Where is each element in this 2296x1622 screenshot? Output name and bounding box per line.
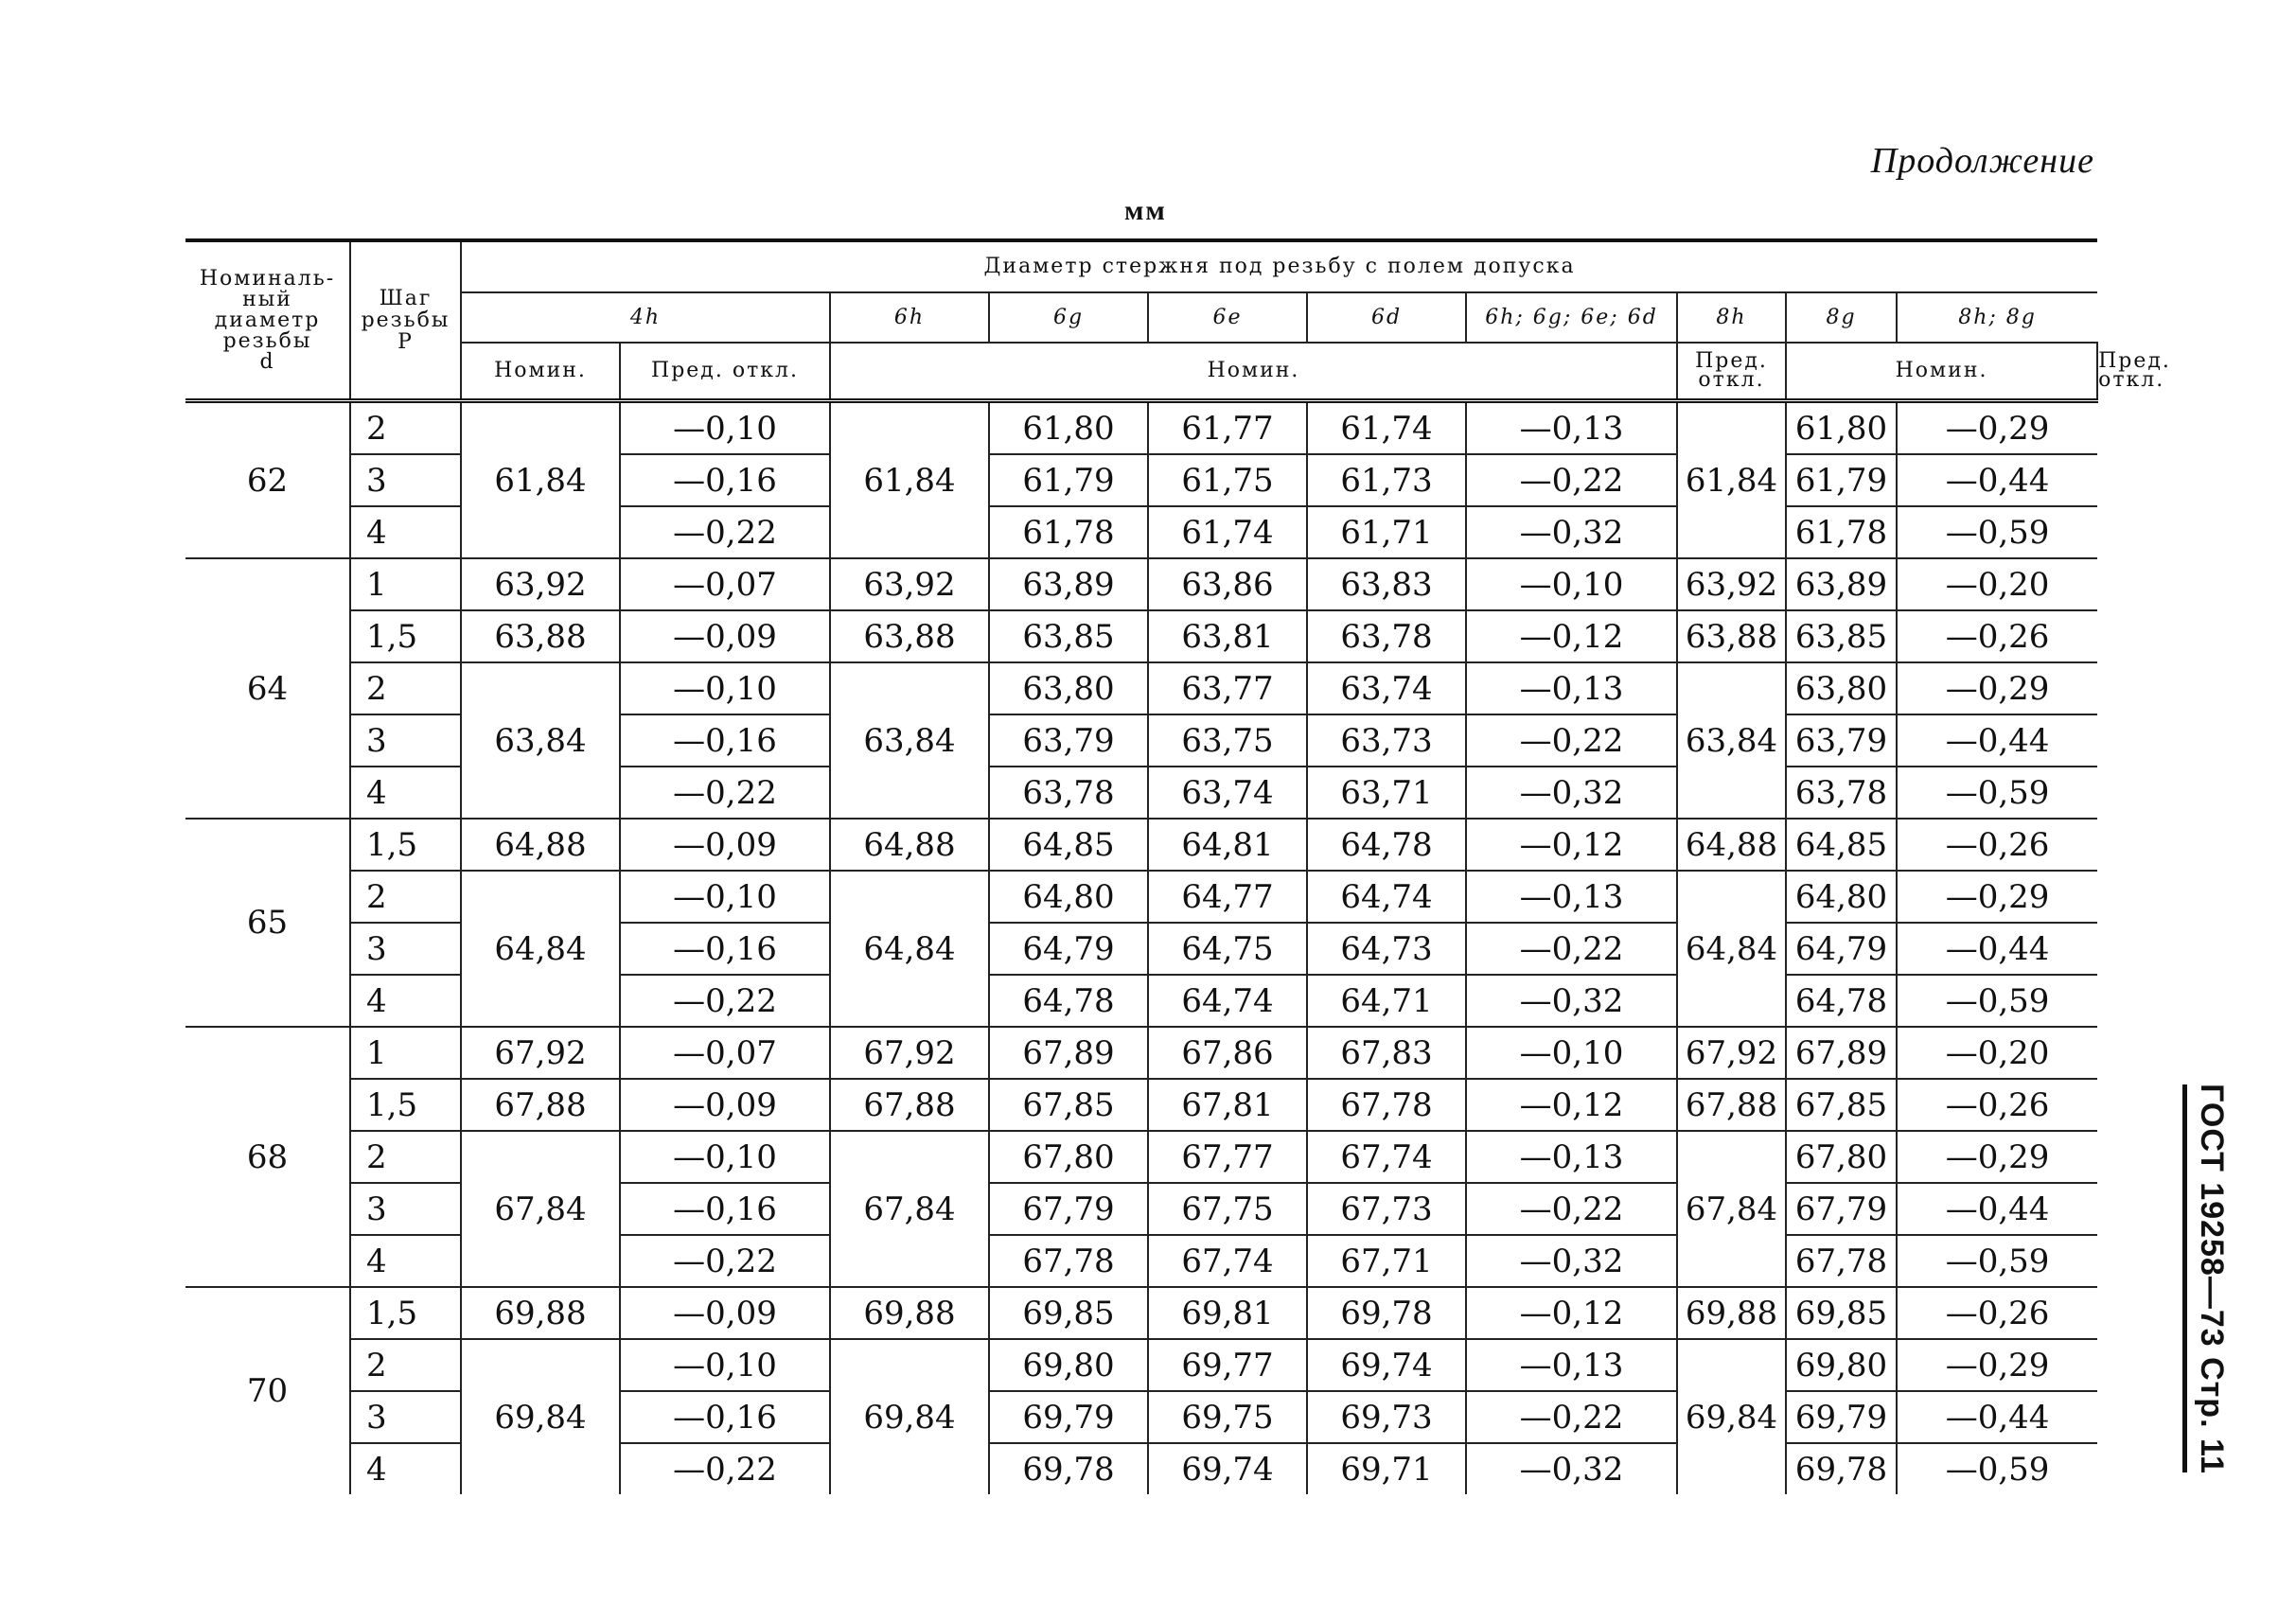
dev-4h-cell: —0,07 [620, 558, 830, 610]
pitch-cell: 2 [350, 401, 461, 455]
nom-6d-cell: 64,71 [1307, 975, 1466, 1027]
dev-4h-cell: —0,16 [620, 1183, 830, 1235]
dev-6-cell: —0,32 [1466, 767, 1677, 819]
dev-4h-cell: —0,22 [620, 975, 830, 1027]
nom-4h-cell: 63,84 [461, 662, 620, 819]
nom-6g-cell: 61,79 [989, 454, 1148, 506]
col-8-all: 8h; 8g [1897, 292, 2097, 343]
dev-4h-cell: —0,22 [620, 1235, 830, 1287]
nom-6e-cell: 63,74 [1148, 767, 1307, 819]
nom-6h-cell: 64,84 [830, 871, 989, 1027]
table-row [185, 1027, 2097, 1079]
dev-6-cell: —0,22 [1466, 714, 1677, 767]
nom-6h-cell: 64,88 [830, 819, 989, 871]
nom-6g-cell: 67,80 [989, 1131, 1148, 1183]
nom-6d-cell: 67,74 [1307, 1131, 1466, 1183]
nom-8h-cell: 69,84 [1677, 1339, 1786, 1494]
table-row [185, 819, 2097, 871]
pitch-cell: 3 [350, 454, 461, 506]
nom-8g-cell: 63,78 [1786, 767, 1897, 819]
nom-8h-cell: 64,88 [1677, 819, 1786, 871]
nom-6g-cell: 64,85 [989, 819, 1148, 871]
dev-6-cell: —0,10 [1466, 558, 1677, 610]
dev-6-cell: —0,32 [1466, 506, 1677, 558]
dev-4h-cell: —0,22 [620, 1443, 830, 1494]
dev-4h-cell: —0,09 [620, 1287, 830, 1339]
nom-8g-cell: 67,79 [1786, 1183, 1897, 1235]
nominal-diameter-header: Номиналь- ный диаметр резьбы d [185, 240, 350, 401]
nom-6e-cell: 64,74 [1148, 975, 1307, 1027]
col-6e: 6e [1148, 292, 1307, 343]
table-row [185, 871, 2097, 923]
nom-6h-cell: 69,88 [830, 1287, 989, 1339]
dev-8-cell: —0,26 [1897, 1287, 2097, 1339]
sub-nom-4h: Номин. [461, 343, 620, 401]
nom-6d-cell: 69,71 [1307, 1443, 1466, 1494]
nom-6d-cell: 67,78 [1307, 1079, 1466, 1131]
pitch-cell: 3 [350, 923, 461, 975]
nom-6g-cell: 61,80 [989, 401, 1148, 455]
sub-nom-8: Номин. [1786, 343, 2097, 401]
pitch-cell: 2 [350, 1339, 461, 1391]
nom-6g-cell: 63,78 [989, 767, 1148, 819]
dev-4h-cell: —0,10 [620, 1131, 830, 1183]
sub-dev-4h: Пред. откл. [620, 343, 830, 401]
nom-4h-cell: 64,88 [461, 819, 620, 871]
pitch-cell: 1 [350, 1027, 461, 1079]
nom-6d-cell: 69,73 [1307, 1391, 1466, 1443]
dev-4h-cell: —0,10 [620, 662, 830, 714]
col-8h: 8h [1677, 292, 1786, 343]
nom-8h-cell: 69,88 [1677, 1287, 1786, 1339]
dev-8-cell: —0,59 [1897, 1235, 2097, 1287]
nom-6d-cell: 61,73 [1307, 454, 1466, 506]
table-row [185, 1287, 2097, 1339]
dev-6-cell: —0,22 [1466, 1183, 1677, 1235]
dev-8-cell: —0,59 [1897, 506, 2097, 558]
pitch-cell: 4 [350, 975, 461, 1027]
dev-4h-cell: —0,22 [620, 767, 830, 819]
dev-8-cell: —0,59 [1897, 767, 2097, 819]
nom-8g-cell: 69,80 [1786, 1339, 1897, 1391]
pitch-cell: 4 [350, 506, 461, 558]
nom-6g-cell: 69,80 [989, 1339, 1148, 1391]
nom-8h-cell: 63,92 [1677, 558, 1786, 610]
nom-6h-cell: 67,88 [830, 1079, 989, 1131]
nom-8g-cell: 64,85 [1786, 819, 1897, 871]
dev-4h-cell: —0,09 [620, 819, 830, 871]
nom-6d-cell: 63,73 [1307, 714, 1466, 767]
pitch-cell: 1,5 [350, 1287, 461, 1339]
nom-8g-cell: 63,85 [1786, 610, 1897, 662]
nom-6h-cell: 67,92 [830, 1027, 989, 1079]
nom-8g-cell: 69,78 [1786, 1443, 1897, 1494]
nom-8h-cell: 63,84 [1677, 662, 1786, 819]
nom-4h-cell: 63,92 [461, 558, 620, 610]
dev-4h-cell: —0,10 [620, 401, 830, 455]
nom-8g-cell: 69,85 [1786, 1287, 1897, 1339]
pitch-cell: 3 [350, 1391, 461, 1443]
nom-6g-cell: 67,78 [989, 1235, 1148, 1287]
table-row [185, 1079, 2097, 1131]
nom-8g-cell: 61,80 [1786, 401, 1897, 455]
pitch-cell: 1,5 [350, 610, 461, 662]
dev-6-cell: —0,12 [1466, 819, 1677, 871]
nom-6g-cell: 63,80 [989, 662, 1148, 714]
pitch-cell: 3 [350, 1183, 461, 1235]
nom-6h-cell: 63,88 [830, 610, 989, 662]
nom-8h-cell: 67,88 [1677, 1079, 1786, 1131]
dev-8-cell: —0,26 [1897, 819, 2097, 871]
nom-6d-cell: 63,78 [1307, 610, 1466, 662]
dev-4h-cell: —0,10 [620, 1339, 830, 1391]
continuation-label: Продолжение [1870, 141, 2094, 181]
nom-8h-cell: 67,92 [1677, 1027, 1786, 1079]
nom-6g-cell: 61,78 [989, 506, 1148, 558]
nominal-diameter-cell: 68 [185, 1027, 350, 1287]
pitch-cell: 4 [350, 1235, 461, 1287]
dev-8-cell: —0,44 [1897, 1391, 2097, 1443]
nom-6h-cell: 63,84 [830, 662, 989, 819]
dev-6-cell: —0,13 [1466, 662, 1677, 714]
nom-6g-cell: 63,85 [989, 610, 1148, 662]
nom-6e-cell: 64,81 [1148, 819, 1307, 871]
nom-8h-cell: 63,88 [1677, 610, 1786, 662]
dev-4h-cell: —0,16 [620, 714, 830, 767]
nom-8h-cell: 67,84 [1677, 1131, 1786, 1287]
nom-6d-cell: 69,74 [1307, 1339, 1466, 1391]
nom-6g-cell: 63,79 [989, 714, 1148, 767]
pitch-cell: 1,5 [350, 819, 461, 871]
nominal-diameter-cell: 62 [185, 401, 350, 559]
table-header: Номиналь- ный диаметр резьбы d Шаг резьбы P Диаметр стержня под резьбу с полем допуска 4h 6h 6g 6e 6d 6h; 6g; 6e; 6d 8h 8g 8h; 8g Номин. Пред. откл. Номин. Пред. откл. Номин. Пред. откл. [185, 240, 2097, 401]
nom-8g-cell: 61,79 [1786, 454, 1897, 506]
nom-6e-cell: 69,74 [1148, 1443, 1307, 1494]
nom-6h-cell: 63,92 [830, 558, 989, 610]
nom-4h-cell: 67,92 [461, 1027, 620, 1079]
dev-8-cell: —0,44 [1897, 1183, 2097, 1235]
nom-6g-cell: 67,79 [989, 1183, 1148, 1235]
nom-6e-cell: 64,77 [1148, 871, 1307, 923]
nom-6h-cell: 67,84 [830, 1131, 989, 1287]
nom-8g-cell: 67,85 [1786, 1079, 1897, 1131]
nom-6g-cell: 67,85 [989, 1079, 1148, 1131]
nom-8h-cell: 64,84 [1677, 871, 1786, 1027]
dev-8-cell: —0,26 [1897, 610, 2097, 662]
nom-6h-cell: 61,84 [830, 401, 989, 559]
dev-6-cell: —0,13 [1466, 1131, 1677, 1183]
table-row [185, 1339, 2097, 1391]
nom-6d-cell: 63,83 [1307, 558, 1466, 610]
col-6-all: 6h; 6g; 6e; 6d [1466, 292, 1677, 343]
dev-6-cell: —0,10 [1466, 1027, 1677, 1079]
table-row [185, 610, 2097, 662]
nom-6g-cell: 69,85 [989, 1287, 1148, 1339]
dev-6-cell: —0,13 [1466, 401, 1677, 455]
nom-6d-cell: 67,73 [1307, 1183, 1466, 1235]
pitch-cell: 1 [350, 558, 461, 610]
table-row [185, 662, 2097, 714]
units-label: мм [1124, 195, 1167, 226]
dev-6-cell: —0,22 [1466, 1391, 1677, 1443]
tolerance-group-header: Диаметр стержня под резьбу с полем допуска [461, 240, 2097, 292]
col-6g: 6g [989, 292, 1148, 343]
nom-8g-cell: 67,78 [1786, 1235, 1897, 1287]
nominal-diameter-cell: 64 [185, 558, 350, 819]
nom-8g-cell: 63,80 [1786, 662, 1897, 714]
document-page-number: ГОСТ 19258—73 Стр. 11 [2193, 1083, 2230, 1474]
dev-4h-cell: —0,09 [620, 610, 830, 662]
nom-4h-cell: 64,84 [461, 871, 620, 1027]
dev-6-cell: —0,32 [1466, 1235, 1677, 1287]
dev-4h-cell: —0,16 [620, 1391, 830, 1443]
nom-6d-cell: 61,71 [1307, 506, 1466, 558]
dev-8-cell: —0,29 [1897, 871, 2097, 923]
pitch-cell: 2 [350, 1131, 461, 1183]
nom-6e-cell: 63,75 [1148, 714, 1307, 767]
nom-6d-cell: 64,74 [1307, 871, 1466, 923]
nom-6e-cell: 67,74 [1148, 1235, 1307, 1287]
nom-6d-cell: 63,74 [1307, 662, 1466, 714]
dev-4h-cell: —0,07 [620, 1027, 830, 1079]
thread-diameter-table [185, 238, 2171, 1494]
sub-nom-6: Номин. [830, 343, 1677, 401]
nom-8g-cell: 64,80 [1786, 871, 1897, 923]
nom-6d-cell: 61,74 [1307, 401, 1466, 455]
nom-6e-cell: 69,75 [1148, 1391, 1307, 1443]
nom-8g-cell: 61,78 [1786, 506, 1897, 558]
dev-6-cell: —0,12 [1466, 610, 1677, 662]
nom-6d-cell: 69,78 [1307, 1287, 1466, 1339]
dev-8-cell: —0,20 [1897, 1027, 2097, 1079]
nom-4h-cell: 69,88 [461, 1287, 620, 1339]
nom-6e-cell: 69,81 [1148, 1287, 1307, 1339]
dev-8-cell: —0,59 [1897, 975, 2097, 1027]
dev-6-cell: —0,32 [1466, 1443, 1677, 1494]
pitch-cell: 3 [350, 714, 461, 767]
table-row [185, 558, 2097, 610]
nom-6d-cell: 64,78 [1307, 819, 1466, 871]
dev-6-cell: —0,13 [1466, 1339, 1677, 1391]
dev-4h-cell: —0,10 [620, 871, 830, 923]
dev-8-cell: —0,29 [1897, 662, 2097, 714]
nom-8g-cell: 63,79 [1786, 714, 1897, 767]
table-row [185, 1131, 2097, 1183]
nom-8g-cell: 67,89 [1786, 1027, 1897, 1079]
nom-6e-cell: 67,86 [1148, 1027, 1307, 1079]
nom-6e-cell: 61,74 [1148, 506, 1307, 558]
nom-6e-cell: 63,81 [1148, 610, 1307, 662]
nominal-diameter-cell: 65 [185, 819, 350, 1027]
nom-4h-cell: 67,84 [461, 1131, 620, 1287]
nom-8g-cell: 63,89 [1786, 558, 1897, 610]
table-row [185, 401, 2097, 455]
dev-8-cell: —0,44 [1897, 923, 2097, 975]
pitch-cell: 2 [350, 662, 461, 714]
pitch-cell: 4 [350, 767, 461, 819]
dev-6-cell: —0,12 [1466, 1287, 1677, 1339]
nom-6g-cell: 63,89 [989, 558, 1148, 610]
nom-6h-cell: 69,84 [830, 1339, 989, 1494]
nom-8g-cell: 64,79 [1786, 923, 1897, 975]
nom-6e-cell: 69,77 [1148, 1339, 1307, 1391]
nom-6e-cell: 64,75 [1148, 923, 1307, 975]
dev-4h-cell: —0,16 [620, 454, 830, 506]
nom-6g-cell: 69,79 [989, 1391, 1148, 1443]
nom-6g-cell: 64,78 [989, 975, 1148, 1027]
dev-8-cell: —0,29 [1897, 1131, 2097, 1183]
table-body [185, 401, 2097, 1495]
nominal-diameter-cell: 70 [246, 1372, 289, 1410]
nom-6e-cell: 67,81 [1148, 1079, 1307, 1131]
pitch-cell: 4 [350, 1443, 461, 1494]
dev-8-cell: —0,29 [1897, 401, 2097, 455]
col-6d: 6d [1307, 292, 1466, 343]
nom-4h-cell: 67,88 [461, 1079, 620, 1131]
nom-6g-cell: 64,79 [989, 923, 1148, 975]
dev-6-cell: —0,22 [1466, 923, 1677, 975]
sub-dev-6: Пред. откл. [1677, 343, 1786, 401]
nom-8g-cell: 67,80 [1786, 1131, 1897, 1183]
nom-6e-cell: 63,77 [1148, 662, 1307, 714]
col-4h: 4h [461, 292, 830, 343]
nom-6e-cell: 67,75 [1148, 1183, 1307, 1235]
dev-8-cell: —0,44 [1897, 454, 2097, 506]
nom-6e-cell: 63,86 [1148, 558, 1307, 610]
nom-6d-cell: 67,83 [1307, 1027, 1466, 1079]
col-6h: 6h [830, 292, 989, 343]
nom-8g-cell: 69,79 [1786, 1391, 1897, 1443]
nom-8h-cell: 61,84 [1677, 401, 1786, 559]
dev-4h-cell: —0,16 [620, 923, 830, 975]
nom-6e-cell: 61,75 [1148, 454, 1307, 506]
nom-6e-cell: 61,77 [1148, 401, 1307, 455]
dev-8-cell: —0,29 [1897, 1339, 2097, 1391]
nom-4h-cell: 63,88 [461, 610, 620, 662]
nom-4h-cell: 69,84 [461, 1339, 620, 1494]
pitch-cell: 1,5 [350, 1079, 461, 1131]
pitch-header: Шаг резьбы P [350, 240, 461, 401]
pitch-cell: 2 [350, 871, 461, 923]
nom-6e-cell: 67,77 [1148, 1131, 1307, 1183]
dev-6-cell: —0,32 [1466, 975, 1677, 1027]
nom-6g-cell: 69,78 [989, 1443, 1148, 1494]
dev-6-cell: —0,13 [1466, 871, 1677, 923]
dev-8-cell: —0,26 [1897, 1079, 2097, 1131]
dev-4h-cell: —0,22 [620, 506, 830, 558]
nom-6g-cell: 67,89 [989, 1027, 1148, 1079]
side-label [2182, 1084, 2234, 1472]
nom-4h-cell: 61,84 [461, 401, 620, 559]
nom-6g-cell: 64,80 [989, 871, 1148, 923]
dev-8-cell: —0,59 [1897, 1443, 2097, 1494]
dev-6-cell: —0,22 [1466, 454, 1677, 506]
dev-8-cell: —0,44 [1897, 714, 2097, 767]
nom-6d-cell: 63,71 [1307, 767, 1466, 819]
nom-6d-cell: 64,73 [1307, 923, 1466, 975]
dev-4h-cell: —0,09 [620, 1079, 830, 1131]
dev-8-cell: —0,20 [1897, 558, 2097, 610]
nom-8g-cell: 64,78 [1786, 975, 1897, 1027]
nom-6d-cell: 67,71 [1307, 1235, 1466, 1287]
col-8g: 8g [1786, 292, 1897, 343]
dev-6-cell: —0,12 [1466, 1079, 1677, 1131]
